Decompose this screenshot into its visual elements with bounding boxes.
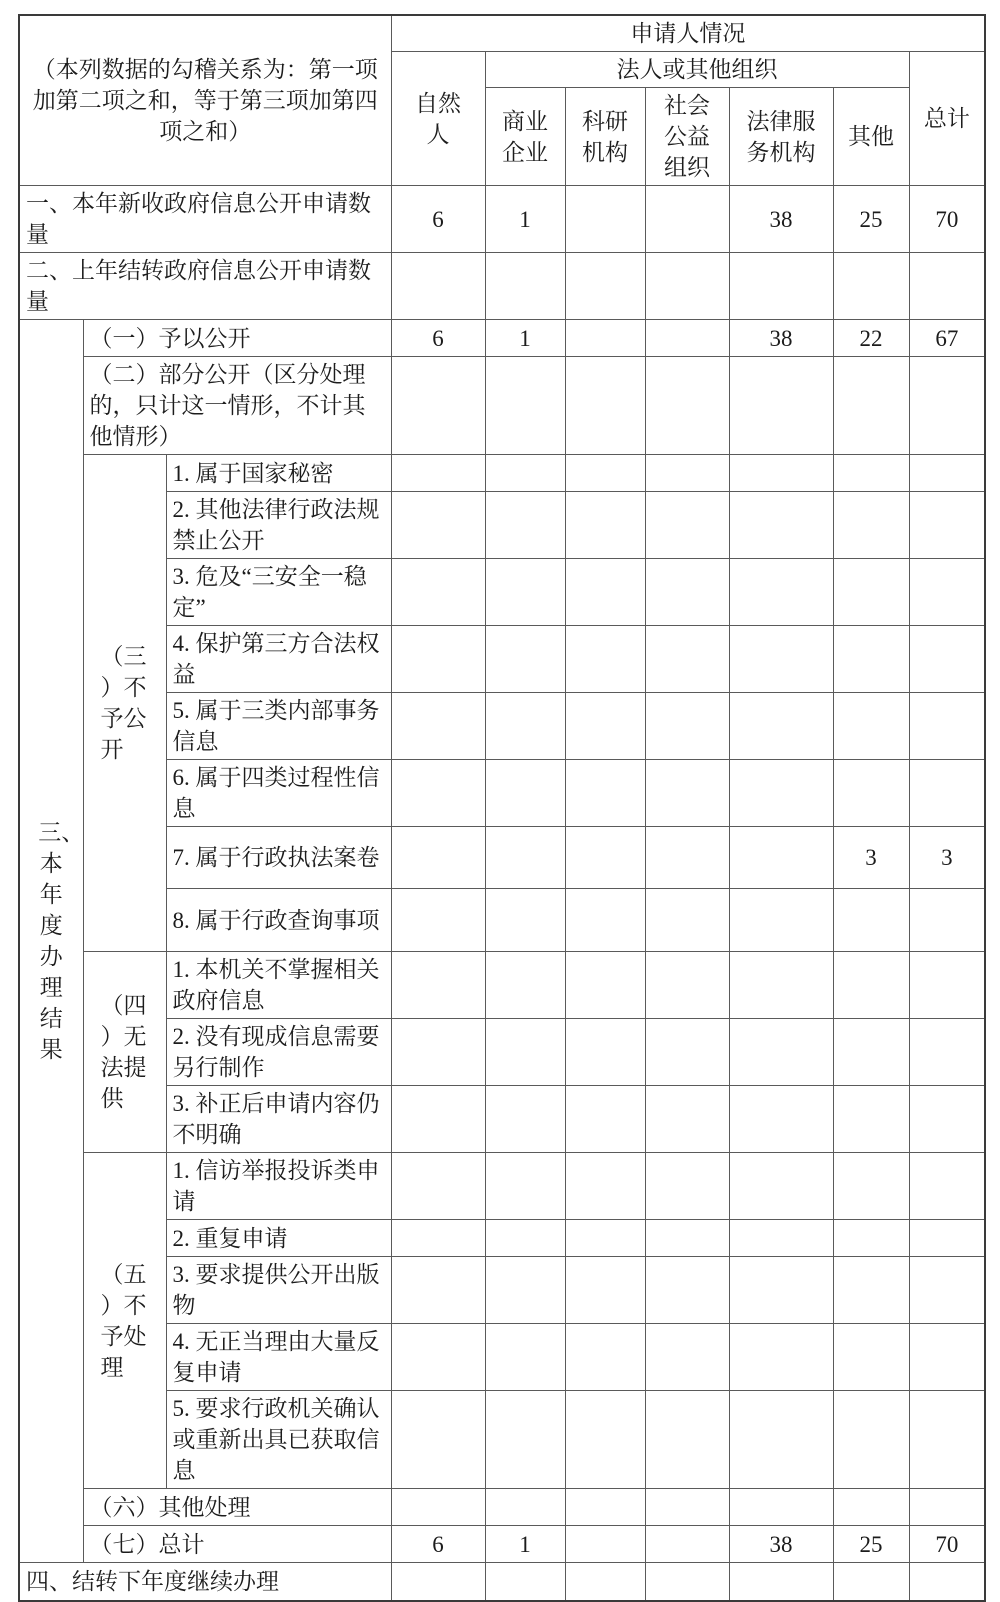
row-label-next-year: 四、结转下年度继续办理 — [19, 1563, 391, 1601]
value-cell — [833, 455, 909, 492]
value-cell — [391, 952, 485, 1019]
row-unable-1 — [19, 952, 985, 1019]
col-header-other: 其他 — [833, 88, 909, 186]
value-cell — [833, 952, 909, 1019]
value-cell — [485, 1563, 565, 1601]
value-cell — [485, 1324, 565, 1391]
value-cell — [645, 1153, 729, 1220]
col-header-business — [485, 88, 565, 186]
value-cell — [729, 492, 833, 559]
value-cell — [645, 760, 729, 827]
value-cell — [391, 492, 485, 559]
value-cell — [391, 626, 485, 693]
value-cell: 67 — [909, 320, 985, 357]
value-cell: 1 — [485, 1526, 565, 1563]
value-cell — [485, 693, 565, 760]
row-label-partial: （二）部分公开（区分处理的，只计这一情形，不计其他情形） — [83, 357, 391, 455]
value-cell — [645, 626, 729, 693]
value-cell — [909, 693, 985, 760]
value-cell — [729, 952, 833, 1019]
value-cell — [729, 827, 833, 889]
group-label-notproc: （五）不予处理 — [100, 1261, 147, 1380]
col-header-legal-service — [729, 88, 833, 186]
value-cell — [565, 357, 645, 455]
value-cell: 22 — [833, 320, 909, 357]
value-cell — [485, 253, 565, 320]
value-cell — [909, 1220, 985, 1257]
value-cell — [909, 1153, 985, 1220]
legal-or-other-org-header: 法人或其他组织 — [485, 52, 909, 88]
value-cell — [485, 626, 565, 693]
row-label-denied-4: 4. 保护第三方合法权益 — [166, 626, 391, 693]
value-cell — [391, 760, 485, 827]
row-label-new-requests: 一、本年新收政府信息公开申请数量 — [19, 186, 391, 253]
value-cell — [833, 760, 909, 827]
value-cell — [729, 1257, 833, 1324]
row-label-unable-1: 1. 本机关不掌握相关政府信息 — [166, 952, 391, 1019]
value-cell: 25 — [833, 186, 909, 253]
natural-person-label: 自然人 — [415, 90, 462, 147]
value-cell: 1 — [485, 320, 565, 357]
group-label-unable-cell — [83, 952, 166, 1153]
value-cell — [909, 455, 985, 492]
value-cell — [485, 760, 565, 827]
value-cell — [645, 455, 729, 492]
row-notproc-1 — [19, 1153, 985, 1220]
row-label-notproc-5: 5. 要求行政机关确认或重新出具已获取信息 — [166, 1391, 391, 1489]
value-cell — [833, 559, 909, 626]
value-cell — [565, 1563, 645, 1601]
value-cell: 6 — [391, 186, 485, 253]
group-label-unable: （四）无法提供 — [100, 993, 147, 1111]
row-label-notproc-3: 3. 要求提供公开出版物 — [166, 1257, 391, 1324]
group-label-notproc-cell — [83, 1153, 166, 1489]
row-label-unable-2: 2. 没有现成信息需要另行制作 — [166, 1019, 391, 1086]
value-cell — [391, 357, 485, 455]
value-cell — [565, 827, 645, 889]
value-cell — [833, 1019, 909, 1086]
value-cell — [645, 889, 729, 952]
row-other-handling — [19, 1489, 985, 1526]
legal-service-label: 法律服务机构 — [746, 108, 816, 165]
row-label-denied-3: 3. 危及“三安全一稳定” — [166, 559, 391, 626]
value-cell — [645, 357, 729, 455]
row-label-section-total: （七）总计 — [83, 1526, 391, 1563]
value-cell — [833, 253, 909, 320]
value-cell — [729, 455, 833, 492]
value-cell — [909, 1324, 985, 1391]
value-cell: 3 — [909, 827, 985, 889]
value-cell — [729, 1220, 833, 1257]
reconciliation-note: （本列数据的勾稽关系为：第一项加第二项之和，等于第三项加第四项之和） — [32, 57, 378, 144]
group-label-denied: （三）不予公开 — [100, 644, 147, 762]
value-cell — [645, 559, 729, 626]
value-cell — [729, 1324, 833, 1391]
row-new-requests — [19, 186, 985, 253]
value-cell — [565, 1086, 645, 1153]
value-cell — [391, 827, 485, 889]
reconciliation-note-cell — [19, 15, 391, 186]
value-cell — [645, 827, 729, 889]
value-cell — [909, 1086, 985, 1153]
value-cell — [909, 1019, 985, 1086]
value-cell — [391, 253, 485, 320]
value-cell — [565, 455, 645, 492]
value-cell — [565, 320, 645, 357]
row-denied-1 — [19, 455, 985, 492]
value-cell — [729, 889, 833, 952]
row-label-denied-7: 7. 属于行政执法案卷 — [166, 827, 391, 889]
value-cell — [391, 1257, 485, 1324]
value-cell — [485, 1391, 565, 1489]
value-cell — [645, 253, 729, 320]
value-cell — [565, 1153, 645, 1220]
value-cell — [645, 1086, 729, 1153]
value-cell — [391, 1086, 485, 1153]
value-cell — [909, 357, 985, 455]
value-cell — [909, 492, 985, 559]
value-cell — [833, 1489, 909, 1526]
value-cell: 25 — [833, 1526, 909, 1563]
value-cell — [391, 1019, 485, 1086]
value-cell — [565, 889, 645, 952]
value-cell — [391, 559, 485, 626]
value-cell — [909, 1391, 985, 1489]
value-cell — [645, 1257, 729, 1324]
value-cell: 38 — [729, 1526, 833, 1563]
row-section-total — [19, 1526, 985, 1563]
value-cell: 6 — [391, 320, 485, 357]
value-cell — [565, 760, 645, 827]
applicant-situation-header: 申请人情况 — [391, 15, 985, 52]
value-cell — [485, 1086, 565, 1153]
value-cell — [485, 1220, 565, 1257]
value-cell — [729, 1489, 833, 1526]
value-cell: 1 — [485, 186, 565, 253]
value-cell — [909, 626, 985, 693]
value-cell — [565, 626, 645, 693]
value-cell — [909, 952, 985, 1019]
value-cell — [833, 1086, 909, 1153]
value-cell — [645, 492, 729, 559]
value-cell — [565, 1257, 645, 1324]
row-next-year — [19, 1563, 985, 1601]
value-cell — [485, 492, 565, 559]
value-cell — [391, 1489, 485, 1526]
row-label-denied-8: 8. 属于行政查询事项 — [166, 889, 391, 952]
value-cell: 6 — [391, 1526, 485, 1563]
value-cell — [391, 693, 485, 760]
row-label-denied-5: 5. 属于三类内部事务信息 — [166, 693, 391, 760]
row-label-notproc-2: 2. 重复申请 — [166, 1220, 391, 1257]
value-cell: 70 — [909, 186, 985, 253]
row-label-notproc-4: 4. 无正当理由大量反复申请 — [166, 1324, 391, 1391]
row-granted — [19, 320, 985, 357]
header-row-1 — [19, 15, 985, 52]
value-cell — [729, 253, 833, 320]
value-cell — [565, 1220, 645, 1257]
value-cell — [729, 1391, 833, 1489]
value-cell — [391, 1153, 485, 1220]
value-cell — [645, 1324, 729, 1391]
value-cell — [833, 492, 909, 559]
value-cell — [833, 693, 909, 760]
value-cell — [833, 1153, 909, 1220]
value-cell — [485, 889, 565, 952]
value-cell: 3 — [833, 827, 909, 889]
value-cell — [645, 693, 729, 760]
value-cell — [833, 1324, 909, 1391]
research-label: 科研机构 — [582, 108, 629, 165]
row-label-denied-2: 2. 其他法律行政法规禁止公开 — [166, 492, 391, 559]
value-cell — [485, 952, 565, 1019]
value-cell — [729, 1086, 833, 1153]
value-cell — [833, 1220, 909, 1257]
value-cell — [485, 455, 565, 492]
value-cell — [565, 253, 645, 320]
row-label-notproc-1: 1. 信访举报投诉类申请 — [166, 1153, 391, 1220]
value-cell — [485, 1257, 565, 1324]
col-header-research — [565, 88, 645, 186]
value-cell — [565, 1324, 645, 1391]
group-label-denied-cell — [83, 455, 166, 952]
value-cell — [565, 952, 645, 1019]
value-cell — [565, 186, 645, 253]
col-header-social — [645, 88, 729, 186]
value-cell — [485, 827, 565, 889]
info-disclosure-table — [18, 14, 986, 1602]
value-cell — [645, 320, 729, 357]
value-cell — [833, 357, 909, 455]
row-label-granted: （一）予以公开 — [83, 320, 391, 357]
value-cell — [645, 952, 729, 1019]
value-cell — [565, 693, 645, 760]
col-header-natural-person — [391, 52, 485, 186]
row-label-other-handling: （六）其他处理 — [83, 1489, 391, 1526]
value-cell — [909, 1563, 985, 1601]
row-label-carried-over: 二、上年结转政府信息公开申请数量 — [19, 253, 391, 320]
value-cell — [565, 1391, 645, 1489]
value-cell — [645, 1489, 729, 1526]
value-cell — [485, 357, 565, 455]
value-cell — [565, 559, 645, 626]
value-cell — [391, 1324, 485, 1391]
row-label-denied-6: 6. 属于四类过程性信息 — [166, 760, 391, 827]
row-carried-over — [19, 253, 985, 320]
value-cell — [833, 1391, 909, 1489]
value-cell — [729, 693, 833, 760]
value-cell — [391, 1220, 485, 1257]
value-cell — [729, 559, 833, 626]
business-label: 商业企业 — [502, 108, 549, 165]
value-cell — [391, 455, 485, 492]
value-cell — [645, 1019, 729, 1086]
value-cell — [391, 1563, 485, 1601]
row-label-denied-1: 1. 属于国家秘密 — [166, 455, 391, 492]
report-page — [0, 14, 1000, 1594]
value-cell — [909, 1257, 985, 1324]
value-cell — [729, 626, 833, 693]
value-cell — [909, 889, 985, 952]
value-cell — [391, 889, 485, 952]
value-cell — [485, 1019, 565, 1086]
value-cell — [729, 1563, 833, 1601]
value-cell — [485, 559, 565, 626]
value-cell — [729, 357, 833, 455]
value-cell — [909, 1489, 985, 1526]
value-cell: 38 — [729, 186, 833, 253]
value-cell — [909, 559, 985, 626]
value-cell — [645, 1563, 729, 1601]
value-cell — [565, 492, 645, 559]
value-cell — [565, 1019, 645, 1086]
value-cell — [645, 186, 729, 253]
col-header-total: 总计 — [909, 52, 985, 186]
row-partial — [19, 357, 985, 455]
value-cell — [729, 760, 833, 827]
row-label-unable-3: 3. 补正后申请内容仍不明确 — [166, 1086, 391, 1153]
value-cell — [729, 1153, 833, 1220]
value-cell — [729, 1019, 833, 1086]
value-cell — [485, 1153, 565, 1220]
value-cell — [645, 1220, 729, 1257]
value-cell — [833, 889, 909, 952]
value-cell — [833, 1257, 909, 1324]
value-cell: 38 — [729, 320, 833, 357]
value-cell — [391, 1391, 485, 1489]
value-cell — [485, 1489, 565, 1526]
value-cell — [565, 1526, 645, 1563]
value-cell — [645, 1526, 729, 1563]
value-cell — [909, 253, 985, 320]
value-cell — [909, 760, 985, 827]
section3-vertical-label: 三、本年度办理结果 — [38, 820, 85, 1062]
section3-vertical-cell — [19, 320, 83, 1563]
value-cell: 70 — [909, 1526, 985, 1563]
value-cell — [833, 626, 909, 693]
value-cell — [565, 1489, 645, 1526]
social-label: 社会公益组织 — [664, 93, 711, 180]
value-cell — [833, 1563, 909, 1601]
value-cell — [645, 1391, 729, 1489]
